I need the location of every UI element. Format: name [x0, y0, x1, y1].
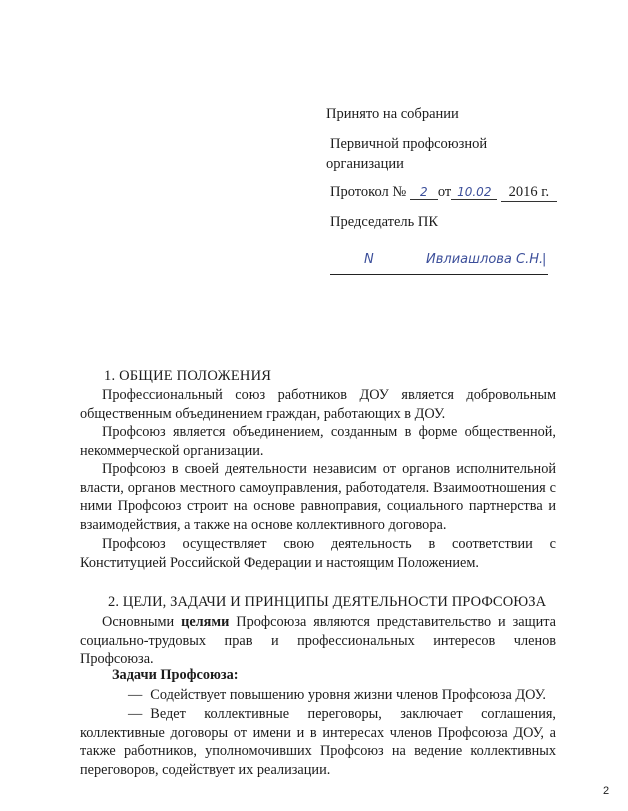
approval-line-2: Первичной профсоюзной	[330, 136, 488, 152]
signature-name: Ивлиашлова С.Н.	[426, 252, 544, 267]
protocol-line	[330, 184, 557, 202]
paragraph-text: Профсоюз в своей деятельности независим от органов исполнительной власти, органов местного самоуправления, работодателя. Взаимоотношения с ними Профсоюз строит на основе равноправия, социального партнерства и взаимодействия, а также на основе коллективного договора.	[80, 461, 556, 533]
approval-line-1: Принято на собрании	[326, 106, 459, 122]
protocol-from: от	[437, 184, 452, 200]
dash-marker: —	[128, 706, 143, 722]
section-1-paragraph-1	[80, 386, 556, 423]
protocol-number: 2	[410, 185, 438, 200]
approval-line-3: организации	[326, 156, 404, 172]
tasks-title: Задачи Профсоюза:	[112, 667, 239, 683]
protocol-date: 10.02	[451, 185, 497, 200]
section-1-heading: 1. ОБЩИЕ ПОЛОЖЕНИЯ	[104, 368, 272, 384]
paragraph-text: Профсоюз осуществляет свою деятельность в соответствии с Конституцией Российской Федерации и настоящим Положением.	[80, 536, 556, 571]
section-2-heading: 2. ЦЕЛИ, ЗАДАЧИ И ПРИНЦИПЫ ДЕЯТЕЛЬНОСТИ ПРОФСОЮЗА	[108, 594, 547, 610]
section-1-paragraph-4	[80, 535, 556, 572]
section-1-paragraph-3	[80, 460, 556, 534]
protocol-prefix: Протокол №	[330, 184, 407, 200]
paragraph-text: Профсоюз является объединением, созданным в форме общественной, некоммерческой организации.	[80, 424, 556, 459]
task-item-2	[80, 705, 556, 779]
goals-paragraph	[80, 613, 556, 669]
signature-line	[330, 252, 548, 275]
goals-word: целями	[181, 614, 230, 630]
dash-marker: —	[128, 687, 143, 703]
section-1-paragraph-2	[80, 423, 556, 460]
protocol-year: 2016 г.	[501, 184, 557, 202]
paragraph-text: Профессиональный союз работников ДОУ является добровольным общественным объединением граждан, работающих в ДОУ.	[80, 387, 556, 422]
signature-initial: N	[364, 252, 374, 267]
signature-tick: |	[542, 252, 547, 267]
chairman-label: Председатель ПК	[330, 214, 439, 230]
task-text: Содействует повышению уровня жизни членов Профсоюза ДОУ.	[150, 687, 547, 703]
page-number: 2	[603, 785, 610, 797]
task-text: Ведет коллективные переговоры, заключает соглашения, коллективные договоры от имени и в интересах членов Профсоюза ДОУ, а также работников, уполномочивших Профсоюз на ведение коллективных переговоров, содействует их реализации.	[80, 706, 556, 778]
task-item-1	[80, 686, 556, 705]
goals-rest: Профсоюза являются представительство и защита социально-трудовых прав и профессиональных интересов членов Профсоюза.	[80, 614, 557, 667]
goals-intro: Основными	[102, 614, 175, 630]
